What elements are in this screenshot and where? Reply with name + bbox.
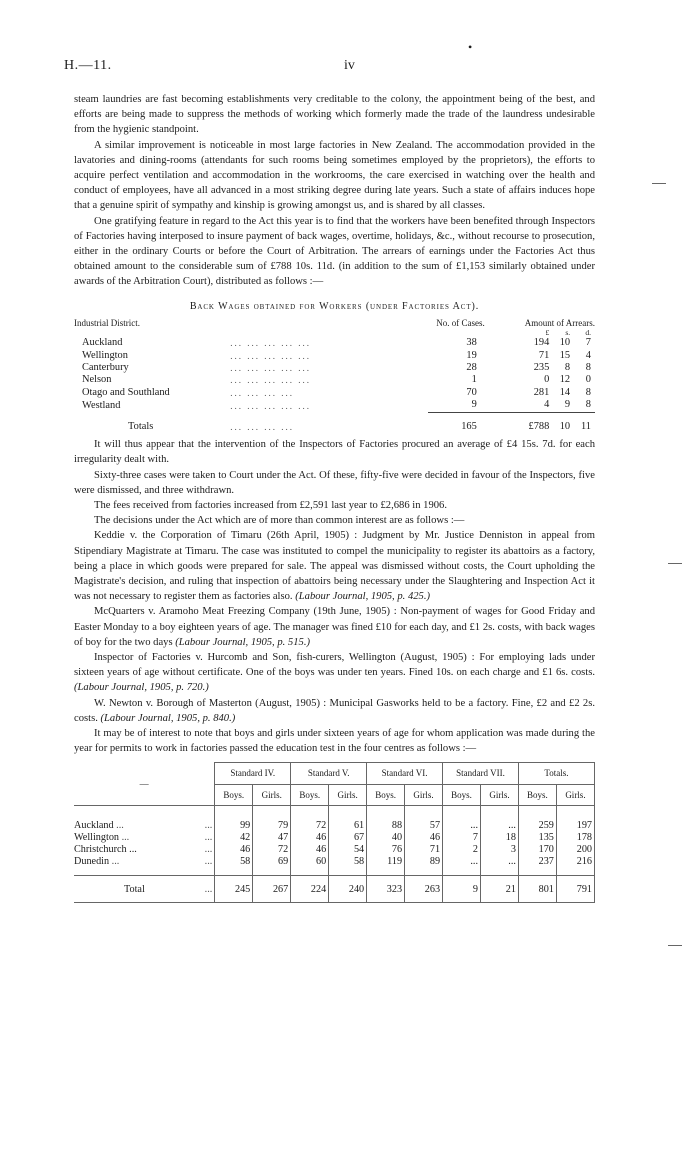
group-header: Standard IV. [215, 763, 291, 784]
case-entry: Keddie v. the Corporation of Timaru (26th April, 1905) : Judgment by Mr. Justice Denniston in appeal from Stipendiary Magistrate at Timaru. The case was instituted to compel the municipality to register its abattoirs as a factory, being a place in which goods were prepared for sale. The appeal was dismissed without costs, the Court upholding the Magistrate's decision, and ruling that inspection of abattoirs being necessary under the Slaughtering and Inspection Act it was not necessary to register them as factories also. (Labour Journal, 1905, p. 425.) [74, 530, 595, 603]
column-header-amount: Amount of Arrears. [524, 317, 595, 328]
table-cell: 72 [253, 844, 291, 856]
page-mark: • [468, 40, 473, 54]
amount-pence: 8 [585, 386, 591, 398]
amount-shillings: 12 [559, 374, 571, 386]
district-name: Wellington [82, 349, 128, 361]
leader-dots: ... ... ... ... ... [230, 400, 312, 411]
leader-dots: ... ... ... ... [230, 421, 295, 432]
table-cell: 216 [556, 856, 594, 875]
table-cell: 67 [329, 832, 367, 844]
table-row [74, 362, 595, 374]
amount-pence: 8 [585, 362, 591, 374]
column-header-district: Industrial District. [74, 317, 140, 328]
boys-header: Boys. [443, 784, 481, 805]
group-header: Standard V. [291, 763, 367, 784]
table-row [74, 337, 595, 349]
total-cell: 21 [480, 875, 518, 902]
girls-header: Girls. [253, 784, 291, 805]
table-cell: 88 [367, 805, 405, 832]
paragraph: One gratifying feature in regard to the Act this year is to find that the workers have been benefited through Inspectors of Factories having interposed to insure payment of back wages, overtime, holidays, &c., without recourse to prosecution, either in the ordinary Courts or before the Court of Arbitration. The arrears of earnings under the Factories Act thus obtained amount to the considerable sum of £788 10s. 11d. (in addition to the sum of £1,153 similarly obtained under awards of the Arbitration Court), distributed as follows :— [74, 215, 595, 288]
amount-pounds: 281 [533, 386, 550, 398]
amount-shillings: 14 [559, 386, 571, 398]
amount-pounds: 4 [544, 399, 550, 411]
total-cell: 9 [443, 875, 481, 902]
education-standards-table [74, 762, 595, 902]
table-cell: 46 [291, 832, 329, 844]
table-cell: 40 [367, 832, 405, 844]
district-name: Auckland [82, 337, 123, 349]
margin-mark [668, 563, 682, 564]
amount-pounds: 194 [533, 337, 550, 349]
table-cell: 71 [405, 844, 443, 856]
table-cell: ... [480, 805, 518, 832]
amount-shillings: 10 [559, 337, 571, 349]
total-cell: 267 [253, 875, 291, 902]
total-cell: 240 [329, 875, 367, 902]
amount-pence: 4 [585, 349, 591, 361]
case-entry: McQuarters v. Aramoho Meat Freezing Company (19th June, 1905) : Non-payment of wages for Good Friday and Easter Monday to a boy eighteen years of age. The manager was fined £10 for each day, and £1 2s. costs, with back wages of boy for the two days (Labour Journal, 1905, p. 515.) [74, 606, 595, 648]
cases-count: 38 [466, 337, 477, 349]
table-cell: 46 [291, 844, 329, 856]
page-header [64, 40, 644, 78]
table-cell: 237 [518, 856, 556, 875]
paragraph: Sixty-three cases were taken to Court under the Act. Of these, fifty-five were decided in favour of the Inspectors, five were dismissed, and three withdrawn. [74, 469, 595, 496]
case-entry: W. Newton v. Borough of Masterton (August, 1905) : Municipal Gasworks held to be a factory. Fine, £2 and £2 2s. costs. (Labour Journal, 1905, p. 840.) [74, 697, 595, 724]
table-cell: 54 [329, 844, 367, 856]
totals-label: Totals [128, 420, 154, 432]
table-cell: 197 [556, 805, 594, 832]
girls-header: Girls. [556, 784, 594, 805]
total-cell: 791 [556, 875, 594, 902]
amount-shillings: 9 [564, 399, 571, 411]
unit-shillings: s. [565, 328, 571, 338]
leader-dots: ... ... ... ... ... [230, 350, 312, 361]
table-cell: 135 [518, 832, 556, 844]
document-reference: H.—11. [64, 58, 112, 73]
column-header-cases: No. of Cases. [436, 317, 485, 328]
table-cell: 42 [215, 832, 253, 844]
table-cell: 46 [405, 832, 443, 844]
table-row [74, 856, 595, 875]
table-cell: 61 [329, 805, 367, 832]
cases-count: 70 [466, 386, 477, 398]
boys-header: Boys. [215, 784, 253, 805]
totals-row [74, 413, 595, 433]
total-cell: 323 [367, 875, 405, 902]
table-cell: ... [480, 856, 518, 875]
district-name: Nelson [82, 374, 112, 386]
total-pence: 11 [580, 420, 591, 432]
boys-header: Boys. [291, 784, 329, 805]
table-cell: 18 [480, 832, 518, 844]
group-header: Standard VI. [367, 763, 443, 784]
totals-row [74, 875, 595, 902]
girls-header: Girls. [329, 784, 367, 805]
centre-name: Dunedin ... ... [74, 856, 215, 875]
table-cell: ... [443, 856, 481, 875]
table-cell: 170 [518, 844, 556, 856]
table-corner: — [74, 763, 215, 805]
amount-pounds: 71 [538, 349, 550, 361]
table-cell: 200 [556, 844, 594, 856]
table-cell: 57 [405, 805, 443, 832]
district-name: Westland [82, 399, 121, 411]
cases-count: 19 [466, 349, 477, 361]
paragraph: steam laundries are fast becoming establishments very creditable to the colony, the appointment being of the best, and efforts are being made to suppress the methods of working which formerly made the trade of the laundress undesirable from the hygienic standpoint. [74, 94, 595, 136]
table-cell: 79 [253, 805, 291, 832]
table-cell: ... [443, 805, 481, 832]
table-row [74, 387, 595, 399]
table-cell: 60 [291, 856, 329, 875]
paragraph: It may be of interest to note that boys and girls under sixteen years of age for whom application was made during the year for permits to work in factories passed the education test in the four centres as follows :— [74, 727, 595, 755]
case-citation: (Labour Journal, 1905, p. 840.) [100, 712, 236, 724]
amount-shillings: 15 [559, 349, 571, 361]
table-row [74, 374, 595, 386]
table-cell: 119 [367, 856, 405, 875]
table-row [74, 399, 595, 412]
table-row [74, 844, 595, 856]
amount-shillings: 8 [564, 362, 571, 374]
table-row [74, 832, 595, 844]
unit-pence: d. [585, 328, 591, 338]
amount-pence: 8 [585, 399, 591, 411]
leader-dots: ... ... ... ... ... [230, 375, 312, 386]
table-cell: 3 [480, 844, 518, 856]
case-citation: (Labour Journal, 1905, p. 425.) [295, 591, 431, 603]
centre-name: Auckland ... ... [74, 805, 215, 832]
table-cell: 259 [518, 805, 556, 832]
paragraph: The fees received from factories increased from £2,591 last year to £2,686 in 1906. [94, 499, 447, 511]
paragraph: A similar improvement is noticeable in most large factories in New Zealand. The accommodation provided in the lavatories and dining-rooms (attendants for such rooms being sometimes employed by the proprietors), the efforts to acquire perfect ventilation and accommodation in the workrooms, the care exercised in watching over the health and conduct of employees, have all advanced in a most striking degree during late years. Such a state of affairs induces hope that a genuine spirit of sympathy and kinship is growing amongst us, and is shared by all classes. [74, 139, 595, 212]
table-cell: 76 [367, 844, 405, 856]
total-cell: 801 [518, 875, 556, 902]
table-cell: 89 [405, 856, 443, 875]
total-pounds: £788 [528, 420, 550, 432]
table-cell: 72 [291, 805, 329, 832]
table-cell: 69 [253, 856, 291, 875]
total-cell: 263 [405, 875, 443, 902]
amount-pence: 0 [585, 374, 591, 386]
table-row [74, 350, 595, 362]
table-cell: 47 [253, 832, 291, 844]
margin-mark [668, 945, 682, 946]
leader-dots: ... ... ... ... ... [230, 338, 312, 349]
back-wages-table [74, 317, 595, 433]
table-cell: 46 [215, 844, 253, 856]
district-name: Otago and Southland [82, 386, 170, 398]
centre-name: Christchurch ... ... [74, 844, 215, 856]
cases-count: 9 [471, 399, 477, 411]
amount-pence: 7 [585, 337, 591, 349]
girls-header: Girls. [405, 784, 443, 805]
total-cell: 224 [291, 875, 329, 902]
case-citation: (Labour Journal, 1905, p. 720.) [74, 682, 209, 694]
total-shillings: 10 [559, 420, 571, 432]
table-cell: 99 [215, 805, 253, 832]
back-wages-table-title: Back Wages obtained for Workers (under Factories Act). [189, 300, 480, 312]
girls-header: Girls. [480, 784, 518, 805]
paragraph: The decisions under the Act which are of more than common interest are as follows :— [94, 515, 465, 527]
group-header: Totals. [518, 763, 594, 784]
page-number: iv [344, 58, 355, 73]
report-body [74, 92, 595, 903]
table-cell: 58 [215, 856, 253, 875]
paragraph: It will thus appear that the intervention of the Inspectors of Factories procured an average of £4 15s. 7d. for each irregularity dealt with. [74, 439, 595, 466]
table-row [74, 805, 595, 832]
total-cases: 165 [461, 420, 477, 432]
boys-header: Boys. [518, 784, 556, 805]
table-cell: 178 [556, 832, 594, 844]
table-cell: 58 [329, 856, 367, 875]
margin-mark [652, 183, 666, 184]
district-name: Canterbury [82, 362, 129, 374]
amount-pounds: 0 [544, 374, 550, 386]
table-cell: 7 [443, 832, 481, 844]
boys-header: Boys. [367, 784, 405, 805]
total-label: Total ... [74, 875, 215, 902]
case-citation: (Labour Journal, 1905, p. 515.) [175, 636, 310, 648]
leader-dots: ... ... ... ... ... [230, 363, 312, 374]
cases-count: 1 [471, 374, 477, 386]
total-cell: 245 [215, 875, 253, 902]
amount-pounds: 235 [533, 362, 550, 374]
centre-name: Wellington ... ... [74, 832, 215, 844]
table-cell: 2 [443, 844, 481, 856]
leader-dots: ... ... ... ... [230, 387, 295, 398]
case-entry: Inspector of Factories v. Hurcomb and Son, fish-curers, Wellington (August, 1905) : For employing lads under sixteen years of age without certificate. One of the boys was under ten years. Fined 10s. on each charge and £1 6s. costs. (Labour Journal, 1905, p. 720.) [74, 651, 595, 694]
cases-count: 28 [466, 362, 477, 374]
unit-pounds: £ [545, 328, 550, 338]
group-header: Standard VII. [443, 763, 519, 784]
